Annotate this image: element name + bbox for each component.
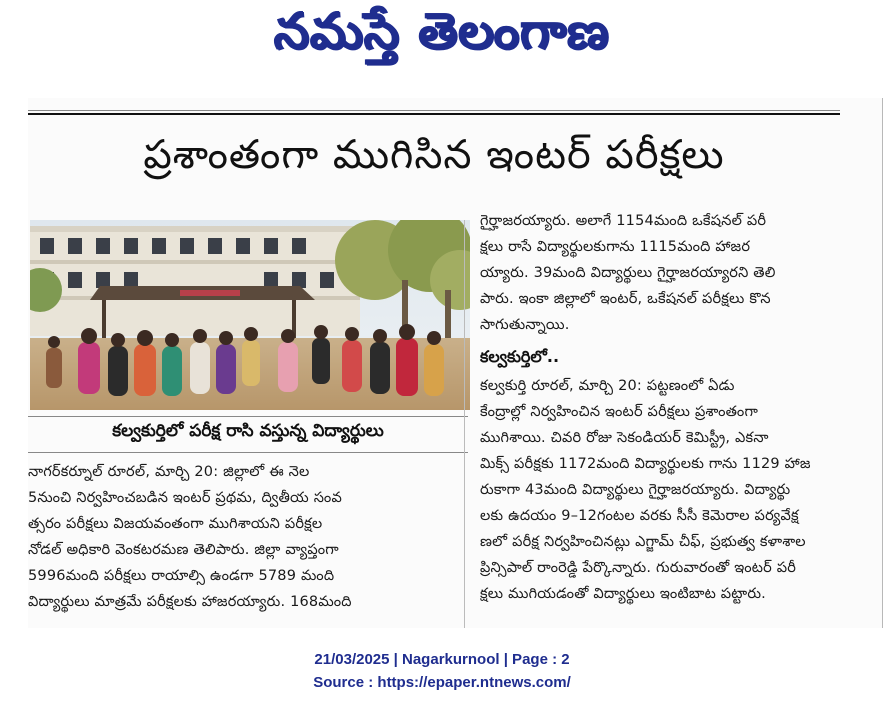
body-line: మిక్స్ పరీక్షకు 1172మంది విద్యార్థులకు గాను 1129 హాజ [480,456,811,472]
clipping-header-rule [28,113,840,115]
body-line: గైర్హాజరయ్యారు. అలాగే 1154మంది ఒకేషనల్ పరీ [480,213,767,229]
body-line: 5996మంది పరీక్షలు రాయాల్సి ఉండగా 5789 మంది [28,568,335,584]
photo-caption: కల్వకుర్తిలో పరీక్ష రాసి వస్తున్న విద్యార్థులు [112,421,384,441]
caption-bottom-rule [28,452,468,453]
body-line: నోడల్ అధికారి వెంకటరమణ తెలిపారు. జిల్లా వ్యాప్తంగా [28,542,339,558]
body-line: ప్రిన్సిపాల్ రాంరెడ్డి పేర్కొన్నారు. గురువారంతో ఇంటర్ పరీ [480,560,797,576]
caption-top-rule [28,416,468,417]
body-line: య్యారు. 39మంది విద్యార్థులు గైర్హాజరయ్యారని తెలి [480,265,776,281]
footer-source: Source : https://epaper.ntnews.com/ [313,674,571,691]
body-line: సాగుతున్నాయి. [480,317,570,333]
article-headline: ప్రశాంతంగా ముగిసిన ఇంటర్ పరీక్షలు [143,132,725,178]
body-line: ణలో పరీక్ష నిర్వహించినట్లు ఎగ్జామ్ చీఫ్, ప్రభుత్వ కళాశాల [480,534,806,550]
body-line: నాగర్‌కర్నూల్ రూరల్, మార్చి 20: జిల్లాలో ఈ నెల [28,464,310,480]
body-line: పారు. ఇంకా జిల్లాలో ఇంటర్, ఒకేషనల్ పరీక్షలు కొన [480,291,771,307]
body-line: కేంద్రాల్లో నిర్వహించిన ఇంటర్ పరీక్షలు ప్రశాంతంగా [480,404,759,420]
body-line: త్సరం పరీక్షలు విజయవంతంగా ముగిశాయని పరీక్షల [28,516,323,532]
body-line: క్షలు రాసే విద్యార్థులకుగాను 1115మంది హాజర [480,239,751,255]
clipping-top-rule [28,110,840,111]
students-exam-photo [30,220,470,410]
section-subhead: కల్వకుర్తిలో.. [480,347,560,366]
news-clipping [28,98,883,628]
body-line: రుకాగా 43మంది విద్యార్థులు గైర్హాజరయ్యారు. విద్యార్థు [480,482,791,498]
body-line: కల్వకుర్తి రూరల్, మార్చి 20: పట్టణంలో ఏడు [480,378,735,394]
body-line: 5నుంచి నిర్వహించబడిన ఇంటర్ ప్రథమ, ద్వితీయ సంవ [28,490,342,506]
body-line: క్షలు ముగియడంతో విద్యార్థులు ఇంటిబాట పట్టారు. [480,586,766,602]
column-divider [464,220,465,628]
newspaper-masthead: నమస్తే తెలంగాణ [274,2,610,60]
body-line: విద్యార్థులు మాత్రమే పరీక్షలకు హాజరయ్యారు. 168మంది [28,594,352,610]
body-line: ముగిశాయి. చివరి రోజు సెకండియర్ కెమిస్ట్రీ, ఎకనా [480,430,769,446]
article-photo [30,220,470,410]
footer-dateline: 21/03/2025 | Nagarkurnool | Page : 2 [314,651,570,668]
body-line: లకు ఉదయం 9–12గంటల వరకు సీసీ కెమెరాల పర్యవేక్ష [480,508,799,524]
